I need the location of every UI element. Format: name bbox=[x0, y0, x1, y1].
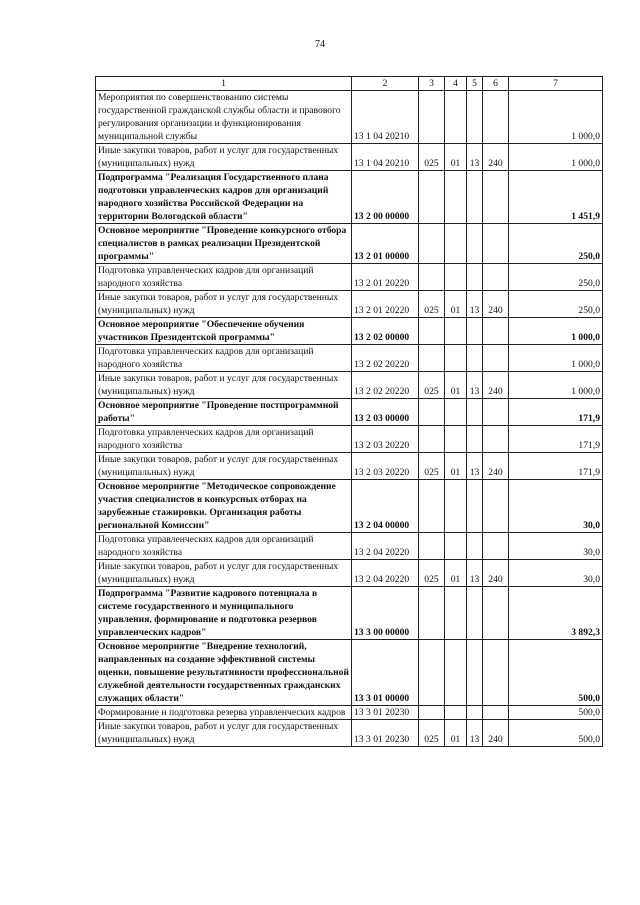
row-col-6 bbox=[483, 399, 509, 426]
row-col-4: 01 bbox=[445, 291, 467, 318]
table-row bbox=[96, 720, 603, 747]
row-col-3: 025 bbox=[419, 372, 445, 399]
row-col-6: 240 bbox=[483, 560, 509, 587]
header-col-3: 3 bbox=[419, 77, 445, 91]
row-code: 13 2 02 00000 bbox=[352, 318, 419, 345]
row-code: 13 3 01 20230 bbox=[352, 720, 419, 747]
row-sum: 250,0 bbox=[509, 264, 603, 291]
row-col-6 bbox=[483, 533, 509, 560]
row-col-6: 240 bbox=[483, 291, 509, 318]
row-col-6 bbox=[483, 480, 509, 533]
row-code: 13 2 01 20220 bbox=[352, 264, 419, 291]
header-row bbox=[96, 77, 603, 91]
row-code: 13 1 04 20210 bbox=[352, 91, 419, 144]
row-col-5 bbox=[467, 318, 483, 345]
row-col-3 bbox=[419, 224, 445, 264]
row-sum: 1 000,0 bbox=[509, 318, 603, 345]
table-row bbox=[96, 372, 603, 399]
row-sum: 1 000,0 bbox=[509, 91, 603, 144]
table-row bbox=[96, 480, 603, 533]
row-col-3: 025 bbox=[419, 453, 445, 480]
row-col-5 bbox=[467, 399, 483, 426]
row-col-4 bbox=[445, 533, 467, 560]
row-sum: 250,0 bbox=[509, 224, 603, 264]
row-code: 13 2 04 00000 bbox=[352, 480, 419, 533]
row-col-4 bbox=[445, 171, 467, 224]
row-name: Иные закупки товаров, работ и услуг для государственных (муниципальных) нужд bbox=[96, 291, 352, 318]
row-col-4 bbox=[445, 318, 467, 345]
table-row bbox=[96, 640, 603, 706]
row-col-6 bbox=[483, 640, 509, 706]
table-row bbox=[96, 426, 603, 453]
row-name: Основное мероприятие "Внедрение технологий, направленных на создание эффективной системы оценки, повышение результативности профессиональной служебной деятельности государственных гражданских служащих области" bbox=[96, 640, 352, 706]
row-col-3 bbox=[419, 318, 445, 345]
row-code: 13 2 01 00000 bbox=[352, 224, 419, 264]
row-code: 13 2 02 20220 bbox=[352, 345, 419, 372]
row-name: Основное мероприятие "Проведение конкурсного отбора специалистов в рамках реализации Президентской программы" bbox=[96, 224, 352, 264]
row-name: Подготовка управленческих кадров для организаций народного хозяйства bbox=[96, 345, 352, 372]
row-col-5: 13 bbox=[467, 720, 483, 747]
row-name: Иные закупки товаров, работ и услуг для государственных (муниципальных) нужд bbox=[96, 144, 352, 171]
row-sum: 171,9 bbox=[509, 399, 603, 426]
row-sum: 30,0 bbox=[509, 560, 603, 587]
row-col-6 bbox=[483, 264, 509, 291]
row-code: 13 2 02 20220 bbox=[352, 372, 419, 399]
row-col-3 bbox=[419, 399, 445, 426]
row-sum: 250,0 bbox=[509, 291, 603, 318]
table-row bbox=[96, 453, 603, 480]
row-sum: 30,0 bbox=[509, 480, 603, 533]
row-code: 13 1 04 20210 bbox=[352, 144, 419, 171]
row-col-5 bbox=[467, 640, 483, 706]
table-row bbox=[96, 533, 603, 560]
row-code: 13 2 03 20220 bbox=[352, 426, 419, 453]
row-code: 13 2 03 20220 bbox=[352, 453, 419, 480]
row-code: 13 3 00 00000 bbox=[352, 587, 419, 640]
table-row bbox=[96, 318, 603, 345]
row-col-6 bbox=[483, 426, 509, 453]
row-col-5 bbox=[467, 345, 483, 372]
table-row bbox=[96, 144, 603, 171]
row-sum: 500,0 bbox=[509, 720, 603, 747]
row-col-5 bbox=[467, 264, 483, 291]
row-col-6: 240 bbox=[483, 144, 509, 171]
row-col-5: 13 bbox=[467, 144, 483, 171]
row-name: Основное мероприятие "Проведение постпрограммной работы" bbox=[96, 399, 352, 426]
page-number: 74 bbox=[315, 39, 325, 50]
row-col-4 bbox=[445, 91, 467, 144]
row-name: Подготовка управленческих кадров для организаций народного хозяйства bbox=[96, 426, 352, 453]
row-col-3 bbox=[419, 171, 445, 224]
table-row bbox=[96, 224, 603, 264]
row-col-4 bbox=[445, 587, 467, 640]
row-col-6 bbox=[483, 171, 509, 224]
table-row bbox=[96, 291, 603, 318]
row-name: Иные закупки товаров, работ и услуг для государственных (муниципальных) нужд bbox=[96, 453, 352, 480]
row-col-4: 01 bbox=[445, 453, 467, 480]
row-col-3: 025 bbox=[419, 291, 445, 318]
row-col-6 bbox=[483, 706, 509, 720]
row-col-4 bbox=[445, 426, 467, 453]
row-name: Подготовка управленческих кадров для организаций народного хозяйства bbox=[96, 264, 352, 291]
row-name: Подготовка управленческих кадров для организаций народного хозяйства bbox=[96, 533, 352, 560]
row-col-5 bbox=[467, 706, 483, 720]
row-sum: 30,0 bbox=[509, 533, 603, 560]
row-col-5 bbox=[467, 533, 483, 560]
row-col-3: 025 bbox=[419, 144, 445, 171]
row-sum: 1 000,0 bbox=[509, 144, 603, 171]
row-col-4 bbox=[445, 224, 467, 264]
row-sum: 171,9 bbox=[509, 426, 603, 453]
row-col-3 bbox=[419, 640, 445, 706]
row-col-5 bbox=[467, 171, 483, 224]
row-col-6 bbox=[483, 345, 509, 372]
table-row bbox=[96, 264, 603, 291]
row-name: Формирование и подготовка резерва управленческих кадров bbox=[96, 706, 352, 720]
row-name: Основное мероприятие "Обеспечение обучения участников Президентской программы" bbox=[96, 318, 352, 345]
row-col-4 bbox=[445, 706, 467, 720]
row-col-6 bbox=[483, 318, 509, 345]
row-col-3 bbox=[419, 345, 445, 372]
row-col-6 bbox=[483, 224, 509, 264]
row-col-4: 01 bbox=[445, 144, 467, 171]
row-name: Иные закупки товаров, работ и услуг для государственных (муниципальных) нужд bbox=[96, 560, 352, 587]
header-col-7: 7 bbox=[509, 77, 603, 91]
row-sum: 171,9 bbox=[509, 453, 603, 480]
row-name: Иные закупки товаров, работ и услуг для государственных (муниципальных) нужд bbox=[96, 372, 352, 399]
row-sum: 1 451,9 bbox=[509, 171, 603, 224]
row-col-5: 13 bbox=[467, 372, 483, 399]
row-col-4: 01 bbox=[445, 560, 467, 587]
table-row bbox=[96, 171, 603, 224]
header-col-4: 4 bbox=[445, 77, 467, 91]
table-row bbox=[96, 345, 603, 372]
row-code: 13 3 01 00000 bbox=[352, 640, 419, 706]
row-col-3 bbox=[419, 587, 445, 640]
table-row bbox=[96, 560, 603, 587]
row-col-3 bbox=[419, 706, 445, 720]
row-sum: 500,0 bbox=[509, 706, 603, 720]
row-col-4 bbox=[445, 264, 467, 291]
table-row bbox=[96, 399, 603, 426]
row-col-6: 240 bbox=[483, 453, 509, 480]
row-col-5: 13 bbox=[467, 560, 483, 587]
header-col-1: 1 bbox=[96, 77, 352, 91]
row-col-5 bbox=[467, 587, 483, 640]
row-col-5 bbox=[467, 224, 483, 264]
row-col-3 bbox=[419, 480, 445, 533]
row-sum: 500,0 bbox=[509, 640, 603, 706]
row-col-5 bbox=[467, 91, 483, 144]
row-sum: 1 000,0 bbox=[509, 345, 603, 372]
budget-table bbox=[95, 76, 603, 747]
table-row bbox=[96, 706, 603, 720]
row-col-5: 13 bbox=[467, 291, 483, 318]
row-code: 13 3 01 20230 bbox=[352, 706, 419, 720]
row-col-3 bbox=[419, 264, 445, 291]
table-row bbox=[96, 91, 603, 144]
row-col-6 bbox=[483, 91, 509, 144]
row-col-3: 025 bbox=[419, 560, 445, 587]
row-name: Основное мероприятие "Методическое сопровождение участия специалистов в конкурсных отборах на зарубежные стажировки. Организация работы региональной Комиссии" bbox=[96, 480, 352, 533]
row-col-4: 01 bbox=[445, 720, 467, 747]
row-col-4: 01 bbox=[445, 372, 467, 399]
row-col-3: 025 bbox=[419, 720, 445, 747]
row-code: 13 2 00 00000 bbox=[352, 171, 419, 224]
row-name: Мероприятия по совершенствованию системы государственной гражданской службы области и правового регулирования организации и функционирования муниципальной службы bbox=[96, 91, 352, 144]
header-col-6: 6 bbox=[483, 77, 509, 91]
row-col-5 bbox=[467, 480, 483, 533]
row-col-6: 240 bbox=[483, 720, 509, 747]
row-sum: 3 892,3 bbox=[509, 587, 603, 640]
row-code: 13 2 04 20220 bbox=[352, 560, 419, 587]
table-row bbox=[96, 587, 603, 640]
row-col-4 bbox=[445, 480, 467, 533]
header-col-5: 5 bbox=[467, 77, 483, 91]
row-name: Подпрограмма "Развитие кадрового потенциала в системе государственного и муниципального управления, формирование и подготовка резервов управленческих кадров" bbox=[96, 587, 352, 640]
row-col-5 bbox=[467, 426, 483, 453]
row-name: Подпрограмма "Реализация Государственного плана подготовки управленческих кадров для организаций народного хозяйства Российской Федерации на территории Вологодской области" bbox=[96, 171, 352, 224]
row-col-4 bbox=[445, 345, 467, 372]
row-col-4 bbox=[445, 399, 467, 426]
row-code: 13 2 01 20220 bbox=[352, 291, 419, 318]
row-col-3 bbox=[419, 426, 445, 453]
row-col-3 bbox=[419, 91, 445, 144]
row-col-6 bbox=[483, 587, 509, 640]
row-col-6: 240 bbox=[483, 372, 509, 399]
row-col-4 bbox=[445, 640, 467, 706]
header-col-2: 2 bbox=[352, 77, 419, 91]
row-name: Иные закупки товаров, работ и услуг для государственных (муниципальных) нужд bbox=[96, 720, 352, 747]
row-col-3 bbox=[419, 533, 445, 560]
row-sum: 1 000,0 bbox=[509, 372, 603, 399]
row-code: 13 2 04 20220 bbox=[352, 533, 419, 560]
row-code: 13 2 03 00000 bbox=[352, 399, 419, 426]
row-col-5: 13 bbox=[467, 453, 483, 480]
